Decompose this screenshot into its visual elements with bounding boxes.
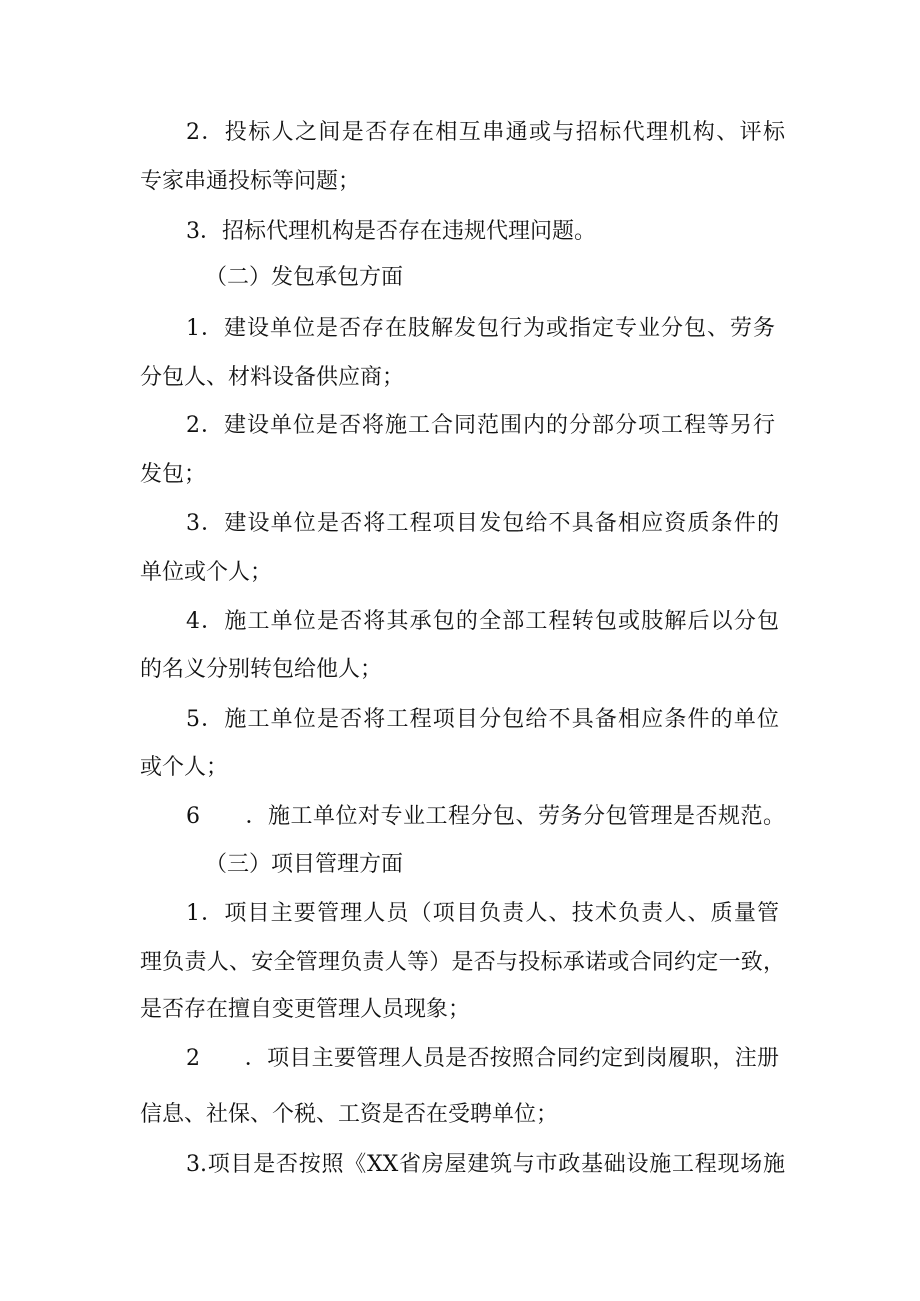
- text-line: 3．建设单位是否将工程项目发包给不具备相应资质条件的: [186, 511, 779, 536]
- text-line: 1．建设单位是否存在肢解发包行为或指定专业分包、劳务: [186, 316, 775, 341]
- section-heading: （二）发包承包方面: [205, 265, 404, 290]
- text-line: 分包人、材料设备供应商；: [140, 365, 405, 390]
- text-line: 单位或个人；: [140, 560, 273, 585]
- text-line: 或个人；: [140, 755, 229, 780]
- text-line: 5．施工单位是否将工程项目分包给不具备相应条件的单位: [186, 707, 779, 732]
- text-line: 2．投标人之间是否存在相互串通或与招标代理机构、评标: [186, 120, 785, 145]
- text-line: 的名义分别转包给他人；: [140, 657, 383, 682]
- text-line: 1．项目主要管理人员（项目负责人、技术负责人、质量管: [186, 901, 779, 926]
- section-heading: （三）项目管理方面: [205, 852, 404, 877]
- text-line: 专家串通投标等问题；: [140, 169, 361, 194]
- text-line: 理负责人、安全管理负责人等）是否与投标承诺或合同约定一致，: [140, 950, 785, 975]
- text-line: 发包；: [140, 462, 207, 487]
- text-line: 2．建设单位是否将施工合同范围内的分部分项工程等另行: [186, 413, 775, 438]
- text-line: 6 ．施工单位对专业工程分包、劳务分包管理是否规范。: [186, 804, 785, 829]
- text-line: 3.项目是否按照《XX省房屋建筑与市政基础设施工程现场施: [186, 1152, 785, 1177]
- text-line: 信息、社保、个税、工资是否在受聘单位；: [140, 1102, 559, 1127]
- text-line: 4．施工单位是否将其承包的全部工程转包或肢解后以分包: [186, 609, 779, 634]
- text-line: 3．招标代理机构是否存在违规代理问题。: [186, 219, 596, 244]
- text-line: 2 ．项目主要管理人员是否按照合同约定到岗履职，注册: [186, 1046, 779, 1071]
- text-line: 是否存在擅自变更管理人员现象；: [140, 997, 471, 1022]
